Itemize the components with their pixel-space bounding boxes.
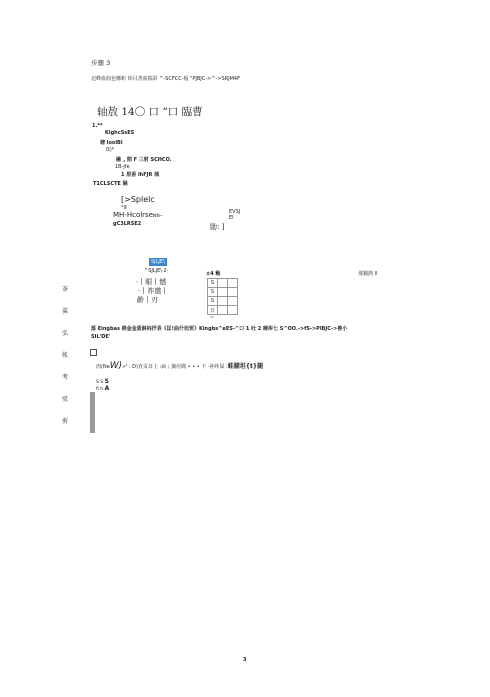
side-char: 帐 [62,352,69,359]
paragraph-cont: SIL'DE' [91,334,111,340]
mini-grid-table [90,392,95,433]
mini-cell [94,417,95,425]
dialog-right: EI [229,215,234,221]
side-char: 剪 [62,418,69,425]
dialog-right: 勖: ] [210,223,225,231]
tree-line: T1CLSCTE 隔 [93,181,128,187]
paragraph: 落 Eingbas 棉金金蓝淋闷抒表《匡!曲什但贸》Kingbs^eES-^口 1 吐 2 睡库七 S^OO.->fS->PlBJC->善小 [91,326,348,332]
grid-title: ±4 釉 [206,271,221,277]
grid-cell [228,297,238,306]
instruction-text: 迈峰血曲包娜帜 纬目善血揣彩 ^-SCFCC-般 "PJBJC->^->SRJM4F [91,76,240,82]
mini-head-cell: S [96,380,99,385]
grid-cell: S [208,297,218,306]
tree-line: 0◊* [106,147,115,153]
tree-line: 1.** [92,123,103,129]
mini-grid-row [96,385,109,392]
diagram-line: ^SJLJE\·2· [144,268,169,274]
diagram-line: ·丨眼丨憾 [136,278,167,286]
grid-cell: 日 [208,306,218,315]
side-char: 考 [62,374,69,381]
tree-line: 塘 loolBl [100,140,123,146]
right-label: 那鐘熱 ll [358,271,378,277]
tree-line: KighcSsES [105,130,135,136]
mini-row-cell: A [104,385,110,392]
step-label: 步骤 3 [91,59,111,67]
tree-line: 1B-jfe [115,164,130,170]
grid-cell [228,279,238,288]
dialog-line [113,211,163,219]
checkbox-line-text: 肉(Ne [96,364,110,370]
mini-head-cell: S [104,378,109,385]
grid-cell [218,306,228,315]
dialog-text: MH-Hcolrse [113,211,154,219]
grid-cell: S [208,288,218,297]
mini-head-cell: S [100,380,104,385]
grid-cell [228,306,238,315]
side-char: 弘 [62,330,69,337]
diagram-line: 齡丨刃 [137,296,158,304]
dialog-line: gC3LRSE2 [113,221,142,227]
mini-cell [94,401,95,409]
highlight-badge: SJLJE\ [151,259,165,265]
tree-line: 1 眉香 lhFJR 城 [121,172,160,178]
diagram-grid [207,278,238,315]
grid-cell [218,279,228,288]
checkbox-line-text: W) [109,361,123,371]
checkbox-line-text: »¹ : D)直页耳上 :扁 ; 摘应閬 • • • 下 ·孙咔屎 : [122,364,228,370]
dialog-line: [>Splelc [121,195,155,204]
mini-row-cell: h [100,387,104,392]
mini-cell [94,409,95,417]
grid-foot: ~ [210,315,215,321]
checkbox[interactable] [90,349,97,356]
grid-cell [228,288,238,297]
mini-cell [94,425,95,433]
diagram-line: ·丨祚邀丨 [138,287,169,295]
dialog-line: °9 [121,205,127,211]
side-char: 翼 [62,308,69,315]
grid-cell: S [208,279,218,288]
mini-row-cell: fi [96,387,99,392]
side-char: 驳 [62,396,69,403]
grid-cell [218,288,228,297]
checkbox-line-text: 蛙脯坦{t}腿 [227,363,264,370]
page-number: 3 [243,657,247,663]
grid-cell [218,297,228,306]
dialog-text: NN-- [153,214,163,219]
section-title: 轴敖 14〇 口 “口 臨曹 [97,106,203,118]
mini-cell [94,393,95,401]
mini-grid-head [96,378,109,385]
side-char: 茶 [62,286,69,293]
tree-line: 融 ⌟ 閒 F 三射 SCHCO. [116,157,172,163]
checkbox-line [96,361,263,371]
dialog-right: EVSJ [229,209,241,215]
